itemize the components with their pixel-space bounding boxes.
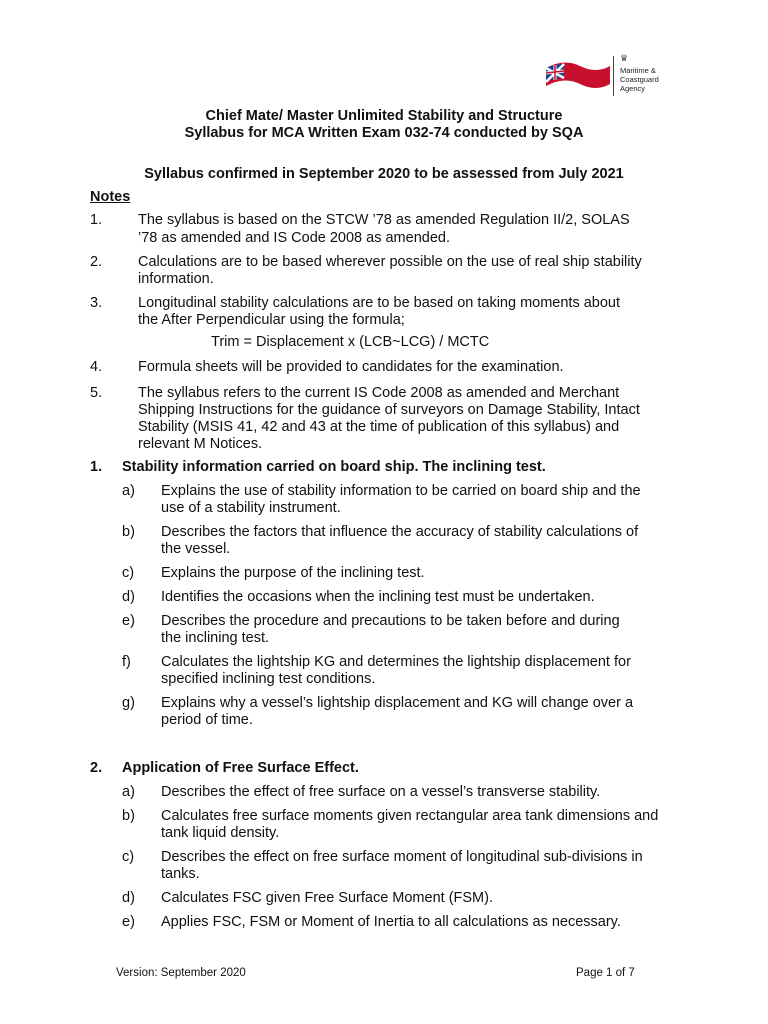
document-page: ♛ Maritime & Coastguard Agency Chief Mate/ Master Unlimited Stability and Structure Syllabus for MCA Written Exam 032-74 conducted by SQA Syllabus confirmed in September 2020 to be assessed from July 2021 Notes 1. The syllabus is based on the STCW ’78 as amended Regulation II/2, SOLAS ’78 as amended and IS Code 2008 as amended. 2. Calculations are to be based wherever possible on the use of real ship stability information. 3. Longitudinal stability calculations are to be based on taking moments about the After Perpendicular using the formula; Trim = Displacement x (LCB~LCG) / MCTC 4. Formula sheets will be provided to candidates for the examination. 5. The syllabus refers to the current IS Code 2008 as amended and Merchant Shipping Instructions for the guidance of surveyors on Damage Stability, Intact Stability (MSIS 41, 42 and 43 at the time of publication of this syllabus) and relevant M Notices. 1. Stability information carried on board ship. The inclining test. a) Explains the use of stability information to be carried on board ship and the use of a stability instrument. b) Describes the factors that influence the accuracy of stability calculations of the vessel. c) Explains the purpose of the inclining test. d) Identifies the occasions when the inclining test must be undertaken. e) Describes the procedure and precautions to be taken before and during the inclining test. f) Calculates the lightship KG and determines the lightship displacement for specified inclining test conditions. g) Explains why a vessel’s lightship displacement and KG will change over a period of time. 2. Application of Free Surface Effect. a) Describes the effect of free surface on a vessel’s transverse stability. b) Calculates free surface moments given rectangular area tank dimensions and tank liquid density. c) Describes the effect on free surface moment of longitudinal sub-divisions in tanks. d) Calculates FSC given Free Surface Moment (FSM). e) Applies FSC, FSM or Moment of Inertia to all calculations as necessary. Version: September 2020 Page 1 of 7 [0,0,768,1024]
trim-formula: Trim = Displacement x (LCB~LCG) / MCTC [211,334,490,350]
footer-page-number: Page 1 of 7 [576,967,635,979]
doc-title-line2: Syllabus for MCA Written Exam 032-74 conducted by SQA [184,125,584,141]
notes-heading: Notes [90,189,131,205]
logo-divider [613,56,614,96]
syllabus-confirmed: Syllabus confirmed in September 2020 to be assessed from July 2021 [144,166,624,182]
footer-version: Version: September 2020 [116,967,246,979]
red-ensign-flag-icon [544,58,612,92]
agency-name: Maritime & Coastguard Agency [620,66,659,93]
royal-crest-icon: ♛ [620,53,629,63]
doc-title-line1: Chief Mate/ Master Unlimited Stability and Structure [205,108,563,124]
